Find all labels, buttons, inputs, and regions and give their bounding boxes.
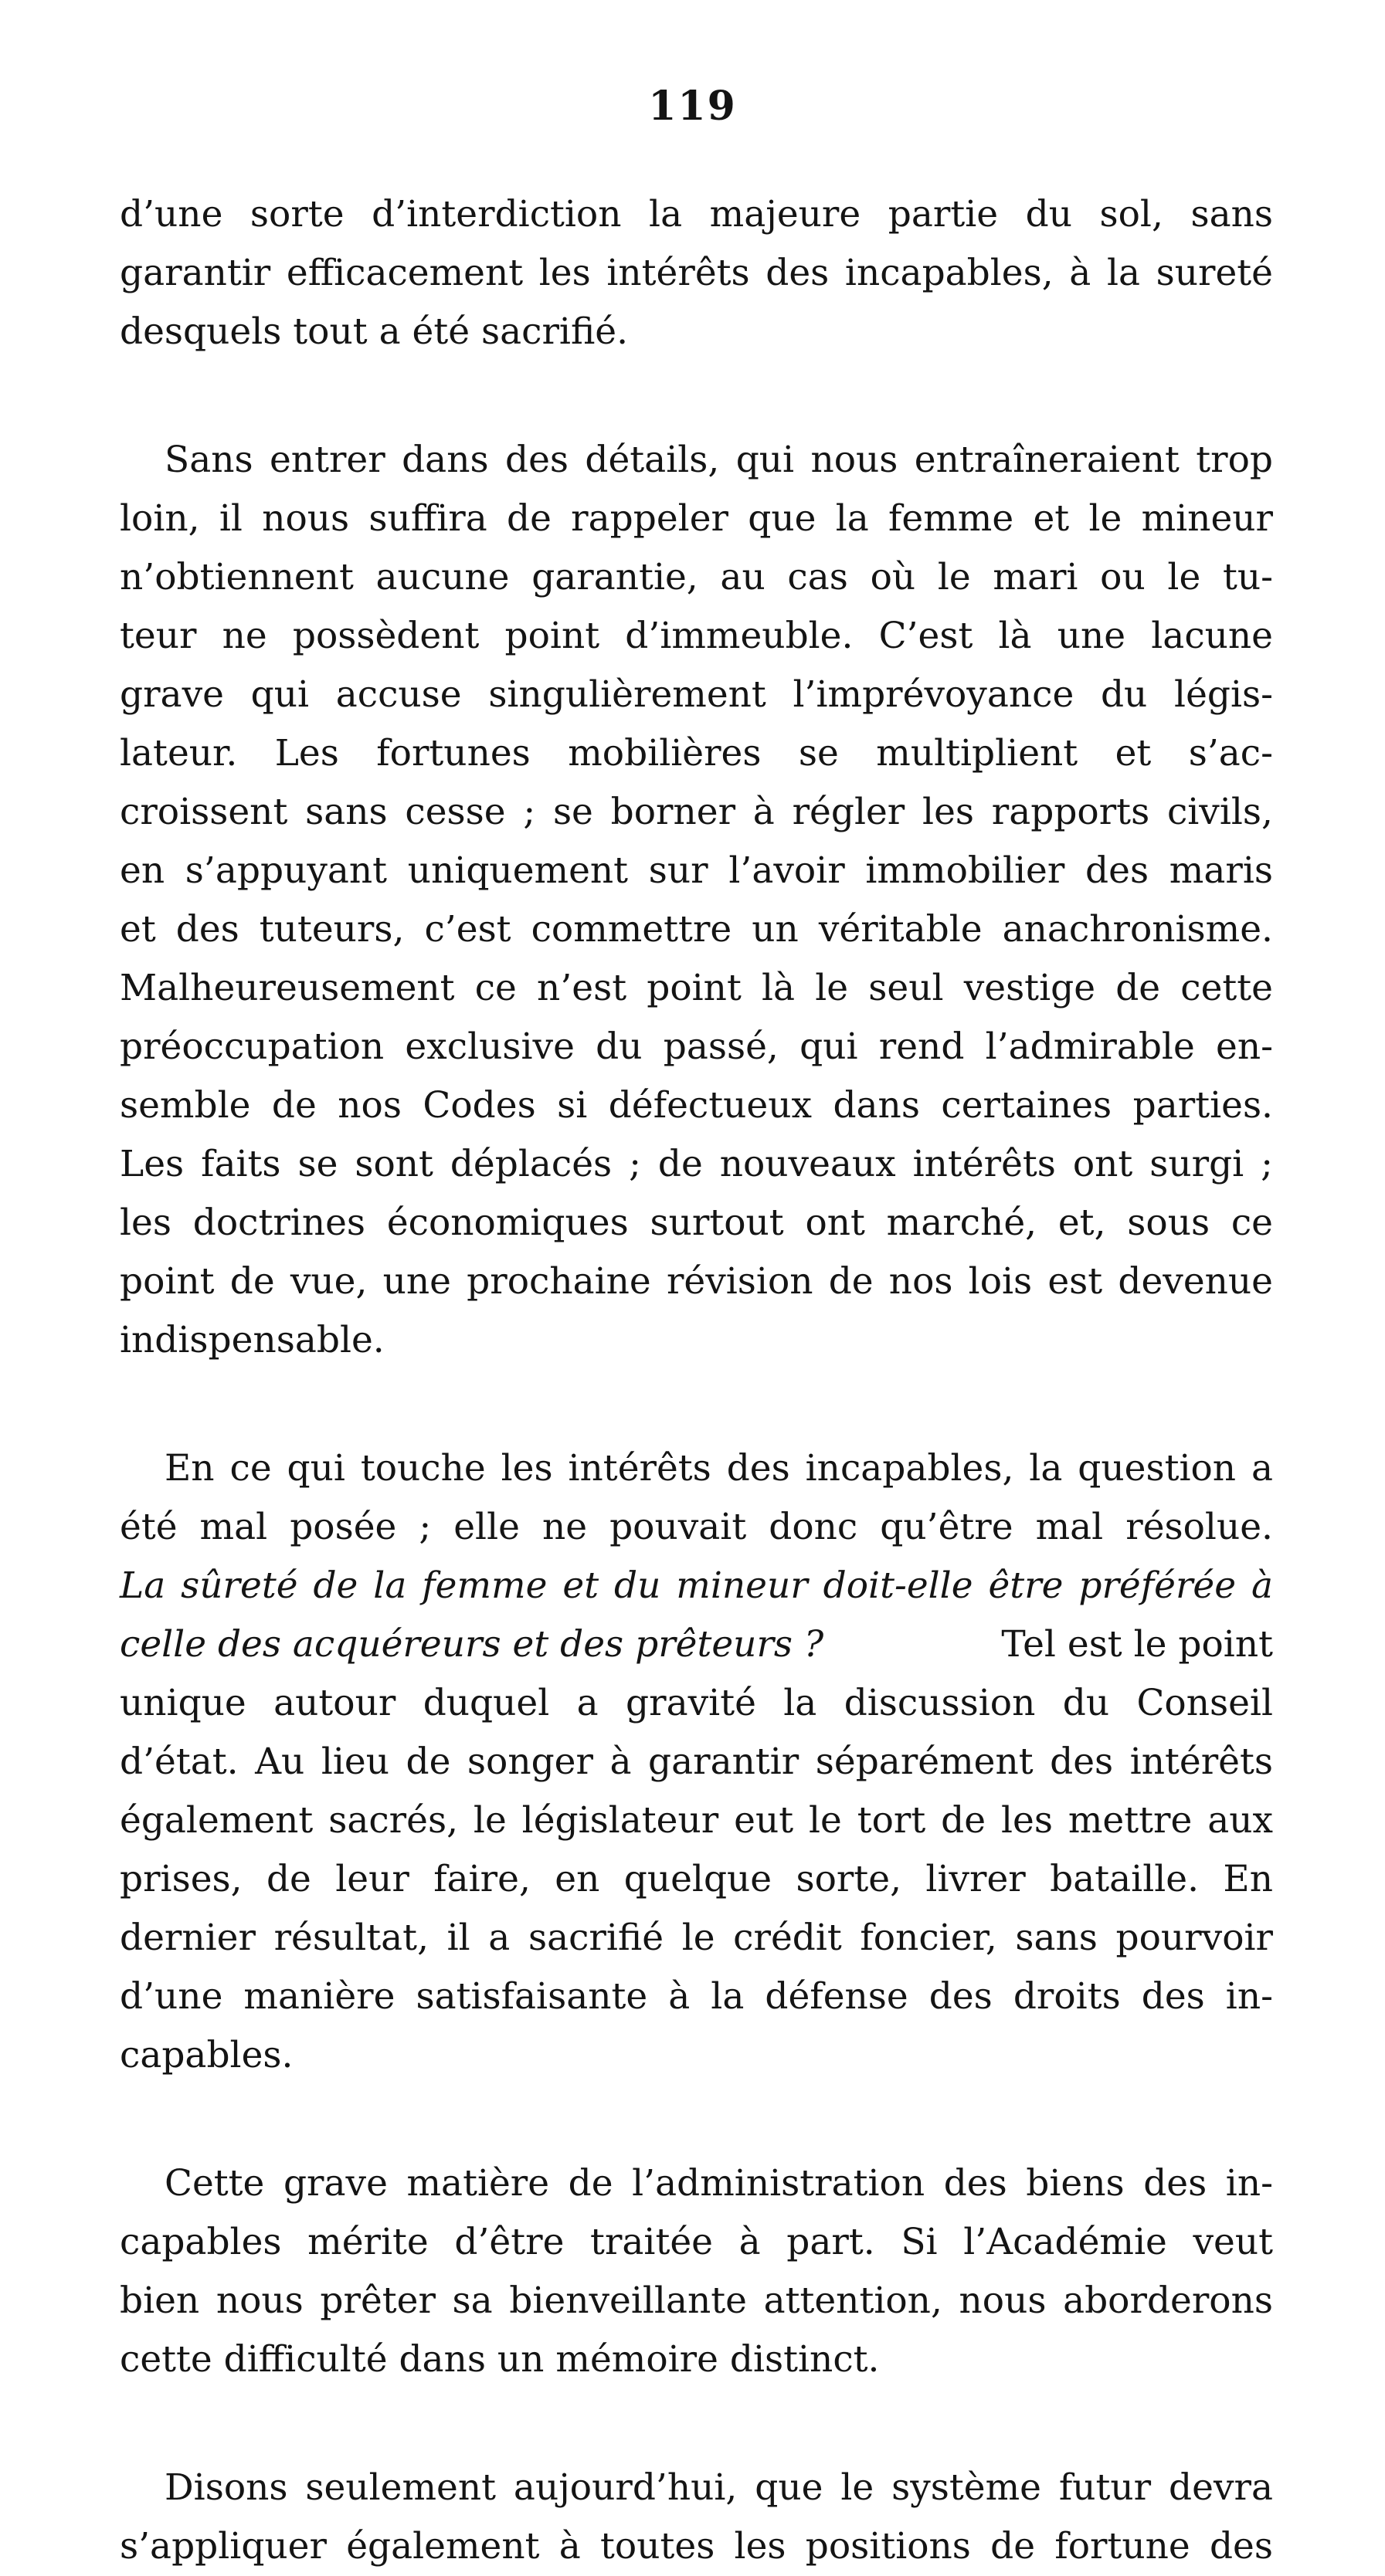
text-line: n’obtiennent aucune garantie, au cas où le mari ou le tu-	[120, 556, 1273, 598]
text-line: semble de nos Codes si défectueux dans certaines parties.	[120, 1084, 1273, 1127]
text-line: les doctrines économiques surtout ont marché, et, sous ce	[120, 1202, 1273, 1244]
text-line: capables.	[120, 2034, 294, 2076]
page-number: 119	[648, 83, 737, 130]
paragraph-5	[120, 2459, 1273, 2576]
text-line: Les faits se sont déplacés ; de nouveaux intérêts ont surgi ;	[120, 1143, 1273, 1185]
mixed-line	[120, 1615, 1273, 1674]
italic-question-end: celle des acquéreurs et des prêteurs ?	[120, 1623, 824, 1666]
text-line: croissent sans cesse ; se borner à régler les rapports civils,	[120, 791, 1273, 833]
text-line: indispensable.	[120, 1319, 385, 1361]
text-line: Disons seulement aujourd’hui, que le système futur devra	[165, 2466, 1273, 2509]
text-line: d’une sorte d’interdiction la majeure partie du sol, sans	[120, 193, 1273, 236]
text-line: En ce qui touche les intérêts des incapables, la question a	[165, 1447, 1273, 1490]
body-text	[120, 185, 1273, 2576]
text-line: d’une manière satisfaisante à la défense des droits des in-	[120, 1975, 1273, 2018]
italic-question-line: La sûreté de la femme et du mineur doit-elle être préférée à	[120, 1564, 1273, 1607]
text-line: prises, de leur faire, en quelque sorte, livrer bataille. En	[120, 1858, 1273, 1900]
text-fragment: Tel est le point	[1001, 1623, 1273, 1666]
text-line: cette difficulté dans un mémoire distinct.	[120, 2338, 880, 2381]
text-line: Cette grave matière de l’administration des biens des in-	[165, 2162, 1273, 2205]
text-line: dernier résultat, il a sacrifié le crédit foncier, sans pourvoir	[120, 1917, 1273, 1959]
text-line: garantir efficacement les intérêts des incapables, à la sureté	[120, 252, 1273, 294]
text-line: lateur. Les fortunes mobilières se multiplient et s’ac-	[120, 732, 1273, 774]
text-line: en s’appuyant uniquement sur l’avoir immobilier des maris	[120, 849, 1273, 892]
text-line: capables mérite d’être traitée à part. Si l’Académie veut	[120, 2221, 1273, 2263]
text-line: Malheureusement ce n’est point là le seul vestige de cette	[120, 967, 1273, 1009]
text-line: s’appliquer également à toutes les positions de fortune des	[120, 2525, 1273, 2568]
text-line: point de vue, une prochaine révision de nos lois est devenue	[120, 1260, 1273, 1303]
paragraph-3	[120, 1439, 1273, 2085]
text-line: loin, il nous suffira de rappeler que la femme et le mineur	[120, 497, 1273, 540]
paragraph-2	[120, 431, 1273, 1370]
text-line: desquels tout a été sacrifié.	[120, 310, 629, 353]
paragraph-4	[120, 2154, 1273, 2389]
text-line: d’état. Au lieu de songer à garantir séparément des intérêts	[120, 1740, 1273, 1783]
text-line: unique autour duquel a gravité la discussion du Conseil	[120, 1682, 1273, 1724]
text-line: teur ne possèdent point d’immeuble. C’est là une lacune	[120, 615, 1273, 657]
text-line: préoccupation exclusive du passé, qui rend l’admirable en-	[120, 1025, 1273, 1068]
text-line: bien nous prêter sa bienveillante attention, nous aborderons	[120, 2279, 1273, 2322]
paragraph-1	[120, 185, 1273, 361]
text-line: été mal posée ; elle ne pouvait donc qu’être mal résolue.	[120, 1506, 1273, 1548]
text-line: et des tuteurs, c’est commettre un véritable anachronisme.	[120, 908, 1273, 951]
text-line: grave qui accuse singulièrement l’imprévoyance du légis-	[120, 673, 1273, 716]
text-line: Sans entrer dans des détails, qui nous entraîneraient trop	[165, 439, 1273, 481]
text-line: également sacrés, le législateur eut le tort de les mettre aux	[120, 1799, 1273, 1842]
